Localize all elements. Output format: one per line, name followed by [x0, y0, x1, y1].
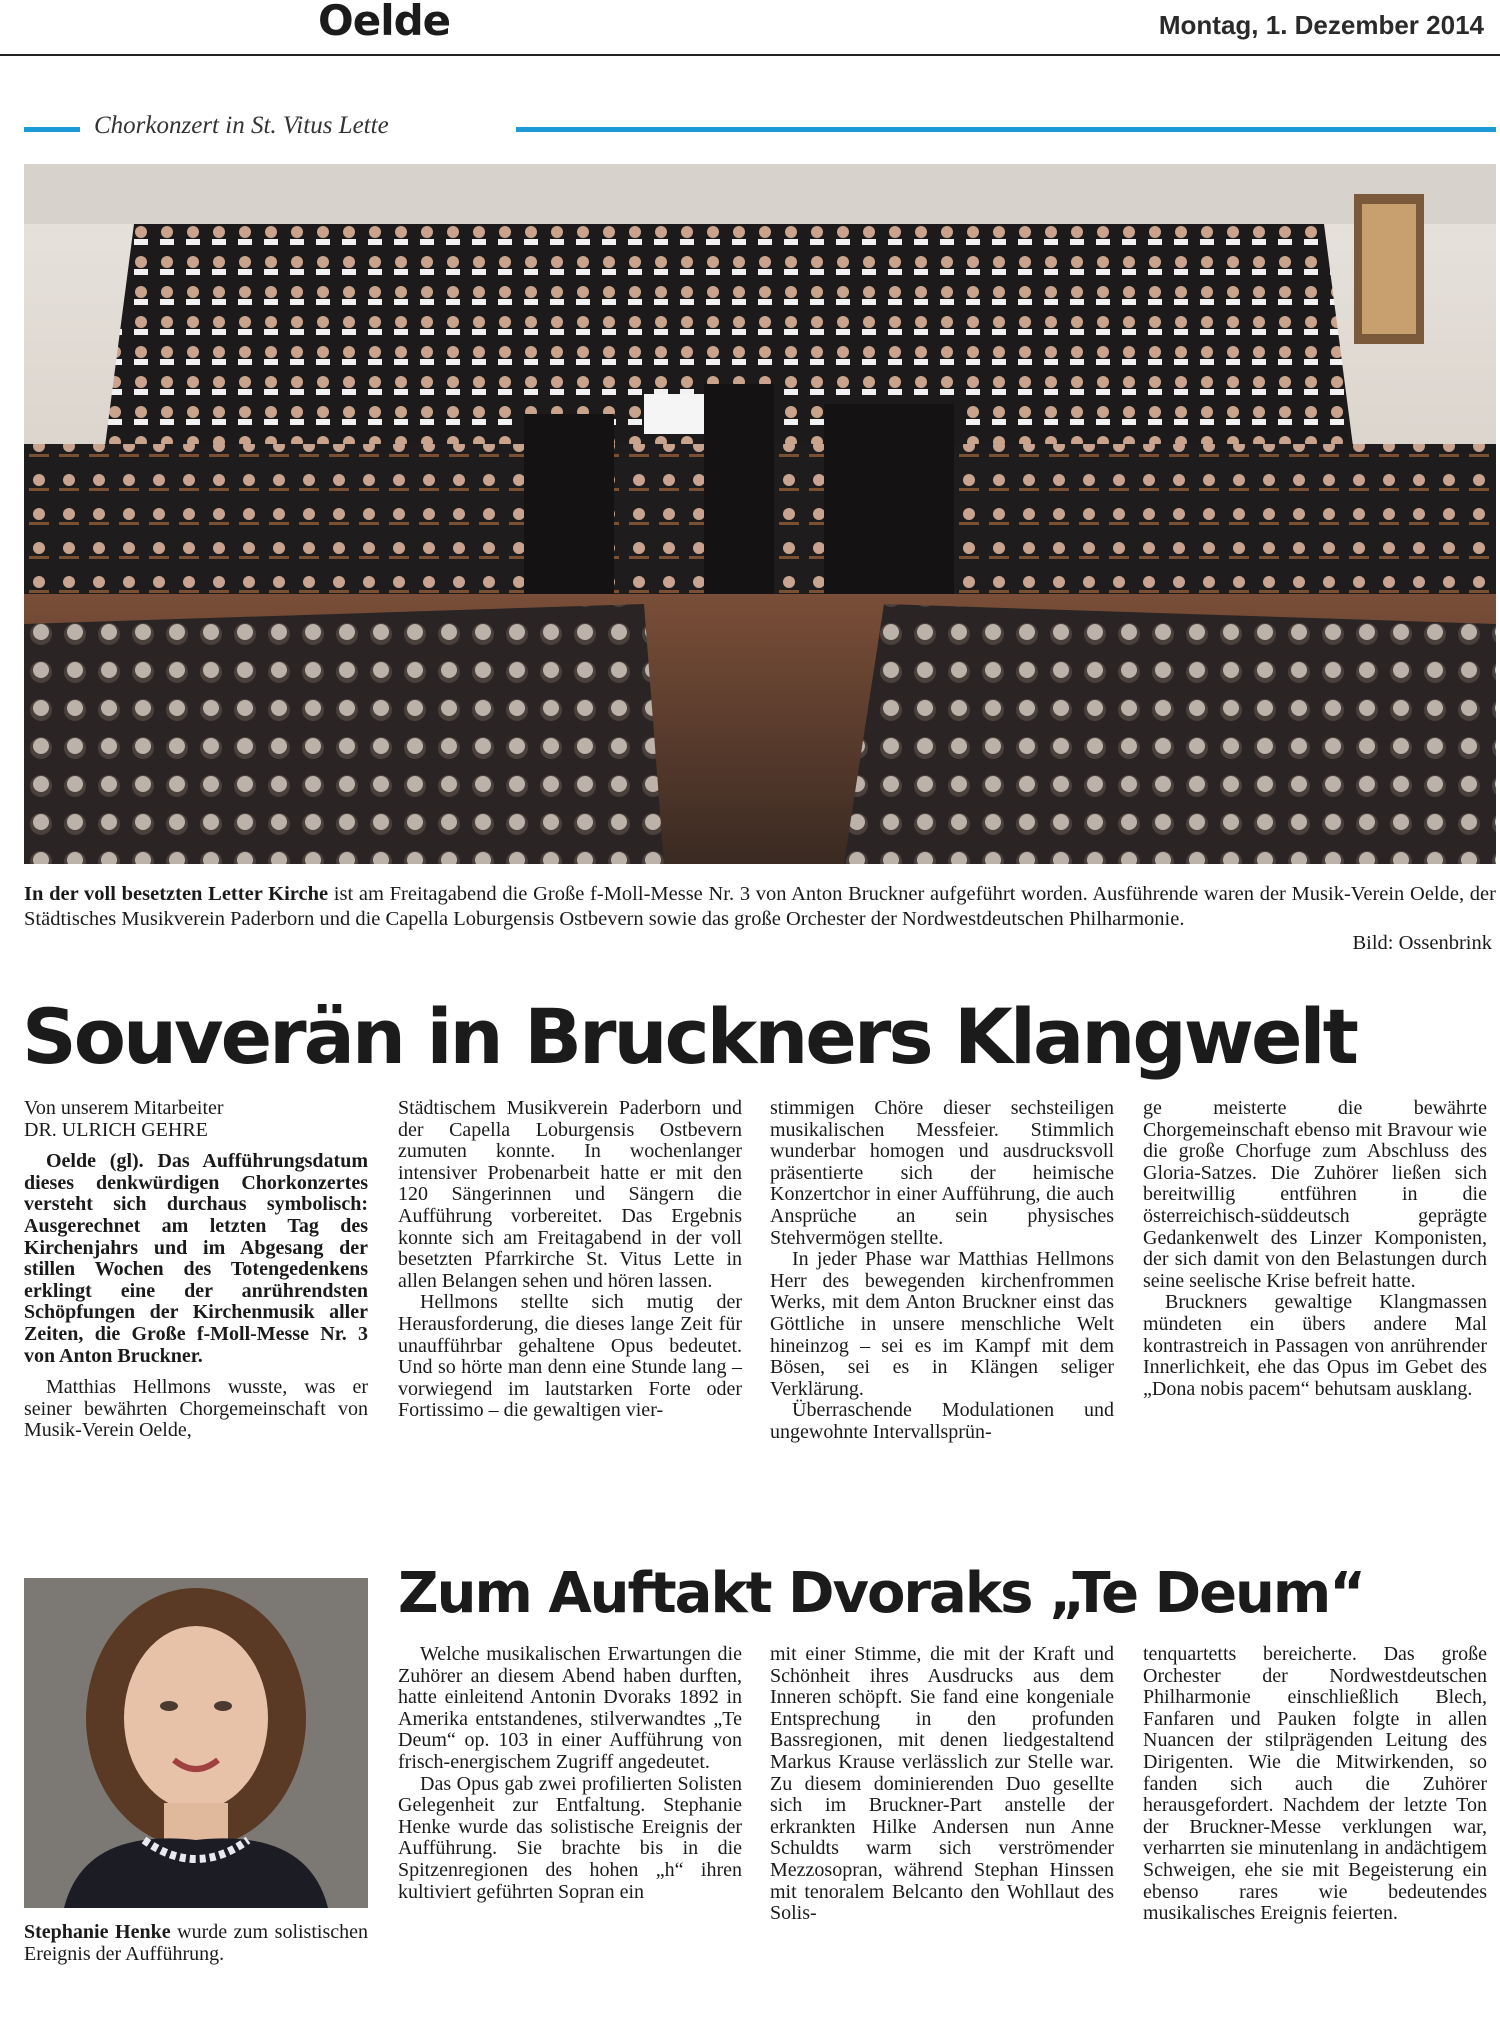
section-title: Oelde	[318, 0, 451, 45]
photo-credit: Bild: Ossenbrink	[1352, 932, 1492, 954]
paragraph: mit einer Stimme, die mit der Kraft und Schönheit ihres Ausdrucks aus dem Inneren schöpft. Sie fand eine kongeniale Entsprechung in den profunden Bassregionen, mit denen liedgestaltend Markus Krause verlässlich zur Stelle war. Zu diesem dominierenden Duo gesellte sich im Bruckner-Part anstelle der erkrankten Hilke Andersen nun Anne Schuldts warm sich verströmender Mezzosopran, während Stephan Hinssen mit tenoralem Belcanto den Wohllaut des Solis-	[770, 1643, 1114, 1925]
photo-caption	[24, 882, 1496, 932]
byline-author: DR. ULRICH GEHRE	[24, 1118, 208, 1141]
portrait-caption-text: wurde zum solistischen Ereignis der Aufführung.	[24, 1921, 368, 1965]
paragraph: Hellmons stellte sich mutig der Herausforderung, die dieses lange Zeit für unaufführbar gehaltene Opus bedeutet. Und so hörte man denn eine Stunde lang – vorwiegend im lautstarken Forte oder Fortissimo – die gewaltigen vier-	[398, 1291, 742, 1422]
concert-photo-icon	[24, 164, 1496, 864]
article2-col3	[770, 1644, 1114, 1925]
article1-col1	[24, 1098, 368, 1442]
portrait-caption	[24, 1922, 368, 1965]
issue-date: Montag, 1. Dezember 2014	[1158, 10, 1484, 40]
portrait-caption-name: Stephanie Henke	[24, 1921, 171, 1943]
paragraph: In jeder Phase war Matthias Hellmons Herr des bewegenden kirchenfrommen Werks, mit dem Anton Bruckner einst das Göttliche in unsere menschliche Welt hineinzog – sei es im Kampf mit dem Bösen, sei es in Klängen seliger Verklärung.	[770, 1248, 1114, 1400]
paragraph: Das Opus gab zwei profilierten Solisten Gelegenheit zur Entfaltung. Stephanie Henke wurde das solistische Ereignis der Aufführung. Sie brachte bis in die Spitzenregionen des hohen „h“ ihren kultiviert geführten Sopran ein	[398, 1772, 742, 1903]
article2-col2	[398, 1644, 742, 1903]
byline-label: Von unserem Mitarbeiter	[24, 1097, 224, 1119]
paragraph: Welche musikalischen Erwartungen die Zuhörer an diesem Abend haben durften, hatte einleitend Antonin Dvoraks 1892 in Amerika entstandenes, stilverwandtes „Te Deum“ op. 103 in einer Aufführung von frisch-energischem Zugriff angedeutet.	[398, 1643, 742, 1773]
paragraph: tenquartetts bereicherte. Das große Orchester der Nordwestdeutschen Philharmonie einschließlich Blech, Fanfaren und Pauken folgte in allen Nuancen der stilprägenden Leitung des Dirigenten. Wie die Mitwirkenden, so fanden sich auch die Zuhörer herausgefordert. Nachdem der letzte Ton der Bruckner-Messe verklungen war, verharrten sie minutenlang in andächtigem Schweigen, ehe sie mit Begeisterung ein ebenso rares wie bedeutendes musikalisches Ereignis feierten.	[1143, 1643, 1487, 1925]
article1-col2	[398, 1098, 742, 1422]
paragraph: stimmigen Chöre dieser sechsteiligen musikalischen Messfeier. Stimmlich wunderbar homogen und ausdrucksvoll präsentierte sich der heimische Konzertchor in einer Aufführung, die auch Ansprüche an sein physisches Stehvermögen stellte.	[770, 1097, 1114, 1249]
headline-2: Zum Auftakt Dvoraks „Te Deum“	[398, 1561, 1365, 1626]
concert-photo	[24, 164, 1496, 864]
article1-col3	[770, 1098, 1114, 1444]
article1-col4	[1143, 1098, 1487, 1400]
kicker-rule-left	[24, 127, 80, 132]
caption-lead: In der voll besetzten Letter Kirche	[24, 883, 329, 905]
kicker-rule-right	[516, 127, 1496, 132]
article2-col4	[1143, 1644, 1487, 1925]
paragraph: ge meisterte die bewährte Chorgemeinschaft ebenso mit Bravour wie die große Chorfuge zum Abschluss des Gloria-Satzes. Die Zuhörer ließen sich bereitwillig entführen in die österreichisch-süddeutsch geprägte Gedankenwelt des Linzer Komponisten, der sich damit von den Belastungen durch seine seelische Krise befreit hatte.	[1143, 1097, 1487, 1292]
paragraph: Überraschende Modulationen und ungewohnte Intervallsprün-	[770, 1399, 1114, 1443]
lead-paragraph: Oelde (gl). Das Aufführungsdatum dieses denkwürdigen Chorkonzertes versteht sich durchaus symbolisch: Ausgerechnet am letzten Tag des Kirchenjahrs und im Abgesang der stillen Wochen des Totengedenkens erklingt eine der anrührendsten Schöpfungen der Kirchenmusik aller Zeiten, die Große f-Moll-Messe Nr. 3 von Anton Bruckner.	[24, 1150, 368, 1367]
kicker: Chorkonzert in St. Vitus Lette	[94, 112, 389, 139]
paragraph: Bruckners gewaltige Klangmassen mündeten ein übers andere Mal kontrastreich in Passagen von anrührender Innerlichkeit, ehe das Opus im Gebet des „Dona nobis pacem“ behutsam ausklang.	[1143, 1291, 1487, 1400]
masthead	[0, 0, 1500, 56]
paragraph: Städtischem Musikverein Paderborn und der Capella Loburgensis Ostbevern zumuten konnte. In wochenlanger intensiver Probenarbeit hatte er mit den 120 Sängerinnen und Sängern die Aufführung vorbereitet. Das Ergebnis konnte sich am Freitagabend in der voll besetzten Pfarrkirche St. Vitus Lette in allen Belangen sehen und hören lassen.	[398, 1097, 742, 1292]
portrait-icon	[24, 1578, 368, 1908]
caption-text: ist am Freitagabend die Große f-Moll-Messe Nr. 3 von Anton Bruckner aufgeführt worden. Ausführende waren der Musik-Verein Oelde, der Städtisches Musikverein Paderborn und die Capella Loburgensis Ostbevern sowie das große Orchester der Nordwestdeutschen Philharmonie.	[24, 883, 1496, 930]
paragraph: Matthias Hellmons wusste, was er seiner bewährten Chorgemeinschaft von Musik-Verein Oelde,	[24, 1376, 368, 1442]
headline: Souverän in Bruckners Klangwelt	[22, 992, 1356, 1081]
